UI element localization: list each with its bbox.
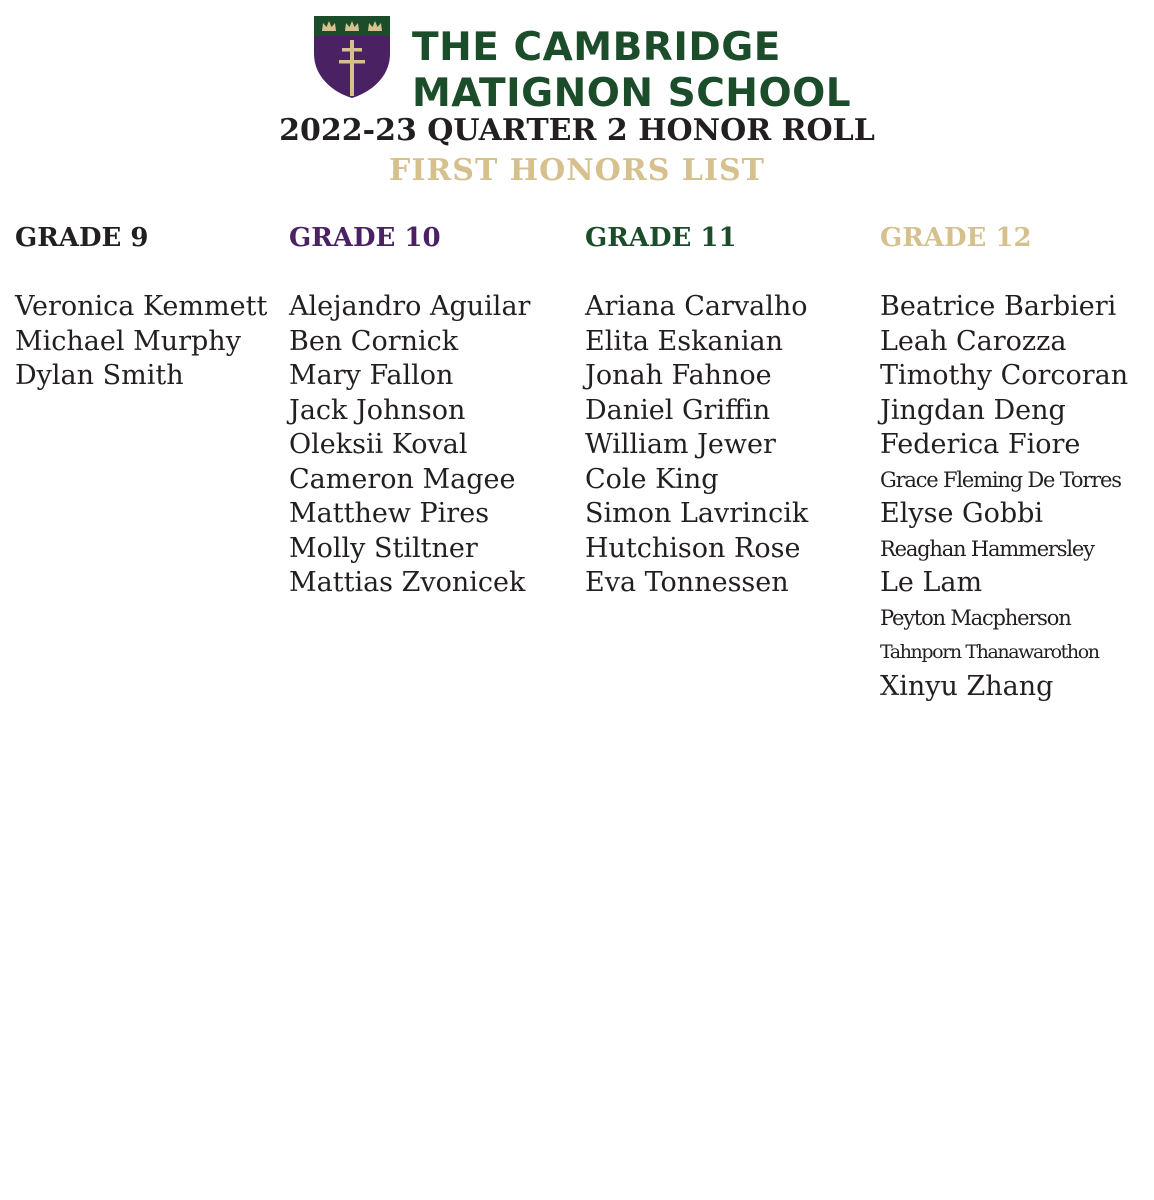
list-item: Hutchison Rose <box>585 532 801 564</box>
list-item: Michael Murphy <box>15 325 241 357</box>
list-item: Oleksii Koval <box>289 429 468 460</box>
grade-12-column <box>880 222 1128 704</box>
list-item: Cameron Magee <box>289 463 516 495</box>
list-item: Beatrice Barbieri <box>880 291 1117 322</box>
grade-11-column <box>585 222 808 601</box>
list-item: Matthew Pires <box>289 498 490 529</box>
list-item: Reaghan Hammersley <box>880 536 1094 561</box>
grade-9-name-list <box>15 290 267 394</box>
list-item: Mattias Zvonicek <box>289 567 526 598</box>
shield-cross-crest-icon <box>312 14 392 100</box>
school-name-line-1: THE CAMBRIDGE <box>412 25 781 70</box>
grade-9-heading: GRADE 9 <box>15 223 149 253</box>
grade-12-heading: GRADE 12 <box>880 223 1032 253</box>
list-item: Dylan Smith <box>15 360 184 391</box>
school-logo <box>312 14 852 116</box>
list-item: Veronica Kemmett <box>15 291 268 322</box>
list-item: Jack Johnson <box>289 394 466 426</box>
school-name-line-2: MATIGNON SCHOOL <box>412 71 852 116</box>
grade-11-name-list <box>585 290 808 601</box>
list-item: Simon Lavrincik <box>585 498 809 529</box>
grade-10-heading: GRADE 10 <box>289 223 441 253</box>
list-item: Jingdan Deng <box>880 394 1066 426</box>
list-item: Ariana Carvalho <box>585 291 808 322</box>
list-item: Le Lam <box>880 567 983 598</box>
list-item: Grace Fleming De Torres <box>880 467 1121 492</box>
grade-10-column <box>289 222 530 601</box>
list-item: Molly Stiltner <box>289 532 478 564</box>
grade-10-name-list <box>289 290 530 601</box>
list-item: Tahnporn Thanawarothon <box>880 641 1099 663</box>
list-item: Elyse Gobbi <box>880 498 1044 529</box>
list-item: Eva Tonnessen <box>585 567 789 598</box>
list-item: Leah Carozza <box>880 325 1067 357</box>
list-item: Alejandro Aguilar <box>289 291 531 322</box>
page-subtitle: FIRST HONORS LIST <box>389 153 765 188</box>
list-item: Cole King <box>585 463 719 495</box>
grade-9-column <box>15 222 267 394</box>
grade-11-heading: GRADE 11 <box>585 223 737 253</box>
list-item: Xinyu Zhang <box>880 670 1054 702</box>
grade-12-name-list <box>880 290 1128 704</box>
list-item: Elita Eskanian <box>585 325 784 357</box>
page-title: 2022-23 QUARTER 2 HONOR ROLL <box>279 113 875 148</box>
list-item: Peyton Macpherson <box>880 605 1071 630</box>
list-item: Timothy Corcoran <box>880 360 1129 391</box>
list-item: Federica Fiore <box>880 429 1081 460</box>
list-item: Mary Fallon <box>289 360 454 391</box>
list-item: Ben Cornick <box>289 325 459 357</box>
list-item: Jonah Fahnoe <box>585 360 772 391</box>
list-item: Daniel Griffin <box>585 394 771 426</box>
list-item: William Jewer <box>585 429 776 460</box>
